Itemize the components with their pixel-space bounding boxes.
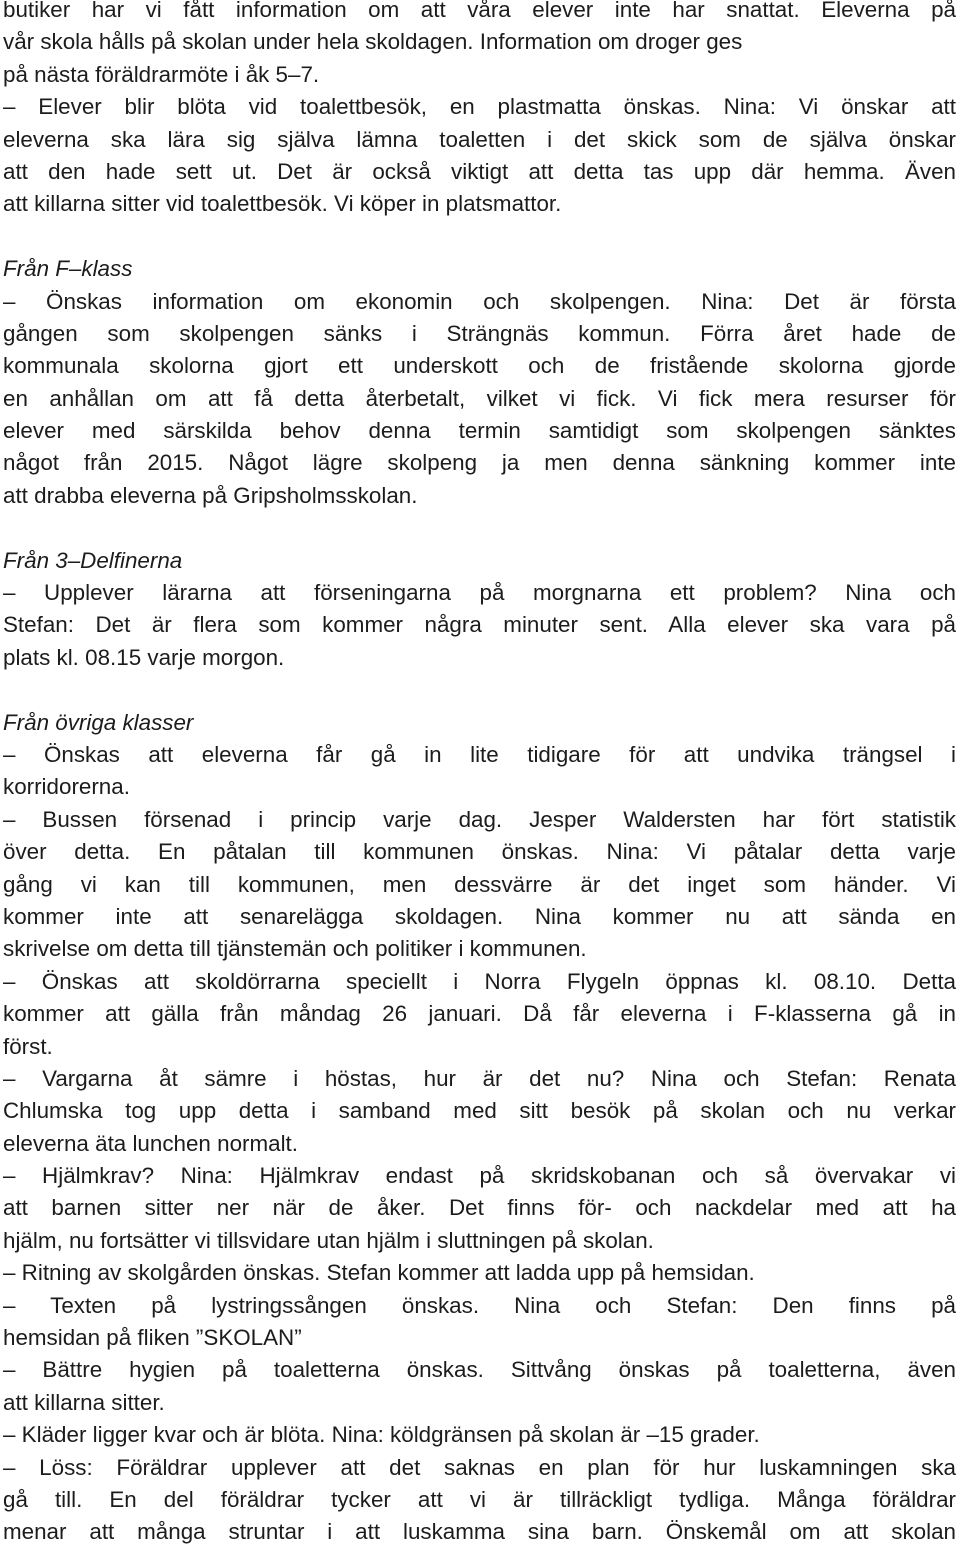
text-line: – Önskas att eleverna får gå in lite tidigare för att undvika trängsel i (3, 741, 956, 767)
text-line: att barnen sitter ner när de åker. Det finns för- och nackdelar med att ha (3, 1195, 956, 1221)
text-line: hjälm, nu fortsätter vi tillsvidare utan hjälm i sluttningen på skolan. (3, 1227, 654, 1253)
text-line: korridorerna. (3, 774, 130, 800)
document-section (3, 512, 956, 674)
paragraph-gap (3, 512, 956, 544)
text-line: butiker har vi fått information om att våra elever inte har snattat. Eleverna på (3, 0, 956, 22)
text-line: kommer att gälla från måndag 26 januari. Då får eleverna i F-klasserna gå in (3, 1001, 956, 1027)
document-section (3, 674, 956, 1549)
text-line: på nästa föräldrarmöte i åk 5–7. (3, 61, 320, 87)
text-line: att killarna sitter vid toalettbesök. Vi köper in platsmattor. (3, 191, 562, 217)
paragraph-gap (3, 221, 956, 253)
text-line: gå till. En del föräldrar tycker att vi är tillräckligt tydliga. Många föräldrar (3, 1486, 956, 1512)
document-section (3, 221, 956, 513)
text-line: eleverna ska lära sig själva lämna toaletten i det skick som de själva önskar (3, 126, 956, 152)
text-line: att drabba eleverna på Gripsholmsskolan. (3, 482, 418, 508)
text-line: – Önskas att skoldörrarna speciellt i Norra Flygeln öppnas kl. 08.10. Detta (3, 968, 956, 994)
text-line: vår skola hålls på skolan under hela skoldagen. Information om droger ges (3, 29, 743, 55)
text-line: – Bättre hygien på toaletterna önskas. Sittvång önskas på toaletterna, även (3, 1357, 956, 1383)
text-line: kommunala skolorna gjort ett underskott och de fristående skolorna gjorde (3, 353, 956, 379)
text-line: plats kl. 08.15 varje morgon. (3, 644, 285, 670)
text-line: – Bussen försenad i princip varje dag. Jesper Waldersten har fört statistik (3, 806, 956, 832)
text-line: elever med särskilda behov denna termin samtidigt som skolpengen sänktes (3, 418, 956, 444)
text-line: – Hjälmkrav? Nina: Hjälmkrav endast på skridskobanan och så övervakar vi (3, 1163, 956, 1189)
document-section (3, 0, 956, 221)
text-line: skrivelse om detta till tjänstemän och politiker i kommunen. (3, 936, 587, 962)
text-line: eleverna äta lunchen normalt. (3, 1130, 298, 1156)
text-line: – Önskas information om ekonomin och skolpengen. Nina: Det är första (3, 288, 956, 314)
text-line: – Löss: Föräldrar upplever att det saknas en plan för hur luskamningen ska (3, 1454, 956, 1480)
section-heading: Från övriga klasser (3, 709, 194, 735)
text-line: – Ritning av skolgården önskas. Stefan kommer att ladda upp på hemsidan. (3, 1260, 755, 1286)
text-line: över detta. En påtalan till kommunen önskas. Nina: Vi påtalar detta varje (3, 839, 956, 865)
text-line: – Texten på lystringssången önskas. Nina och Stefan: Den finns på (3, 1292, 956, 1318)
text-line: kommer inte att senarelägga skoldagen. Nina kommer nu att sända en (3, 903, 956, 929)
text-line: menar att många struntar i att luskamma sina barn. Önskemål om att skolan (3, 1519, 956, 1545)
text-line: först. (3, 1033, 53, 1059)
section-heading: Från F–klass (3, 256, 133, 282)
text-line: Stefan: Det är flera som kommer några minuter sent. Alla elever ska vara på (3, 612, 956, 638)
text-line: något från 2015. Något lägre skolpeng ja men denna sänkning kommer inte (3, 450, 956, 476)
text-line: – Upplever lärarna att förseningarna på morgnarna ett problem? Nina och (3, 580, 956, 606)
text-line: – Vargarna åt sämre i höstas, hur är det nu? Nina och Stefan: Renata (3, 1065, 956, 1091)
text-line: att den hade sett ut. Det är också viktigt att detta tas upp där hemma. Även (3, 158, 956, 184)
text-line: gång vi kan till kommunen, men dessvärre är det inget som händer. Vi (3, 871, 956, 897)
text-line: – Elever blir blöta vid toalettbesök, en plastmatta önskas. Nina: Vi önskar att (3, 94, 956, 120)
text-line: hemsidan på fliken ”SKOLAN” (3, 1325, 302, 1351)
text-line: gången som skolpengen sänks i Strängnäs kommun. Förra året hade de (3, 320, 956, 346)
text-line: Chlumska tog upp detta i samband med sitt besök på skolan och nu verkar (3, 1098, 956, 1124)
section-heading: Från 3–Delfinerna (3, 547, 183, 573)
paragraph-gap (3, 674, 956, 706)
text-line: en anhållan om att få detta återbetalt, vilket vi fick. Vi fick mera resurser för (3, 385, 956, 411)
text-line: att killarna sitter. (3, 1389, 165, 1415)
text-line: – Kläder ligger kvar och är blöta. Nina: köldgränsen på skolan är –15 grader. (3, 1422, 760, 1448)
